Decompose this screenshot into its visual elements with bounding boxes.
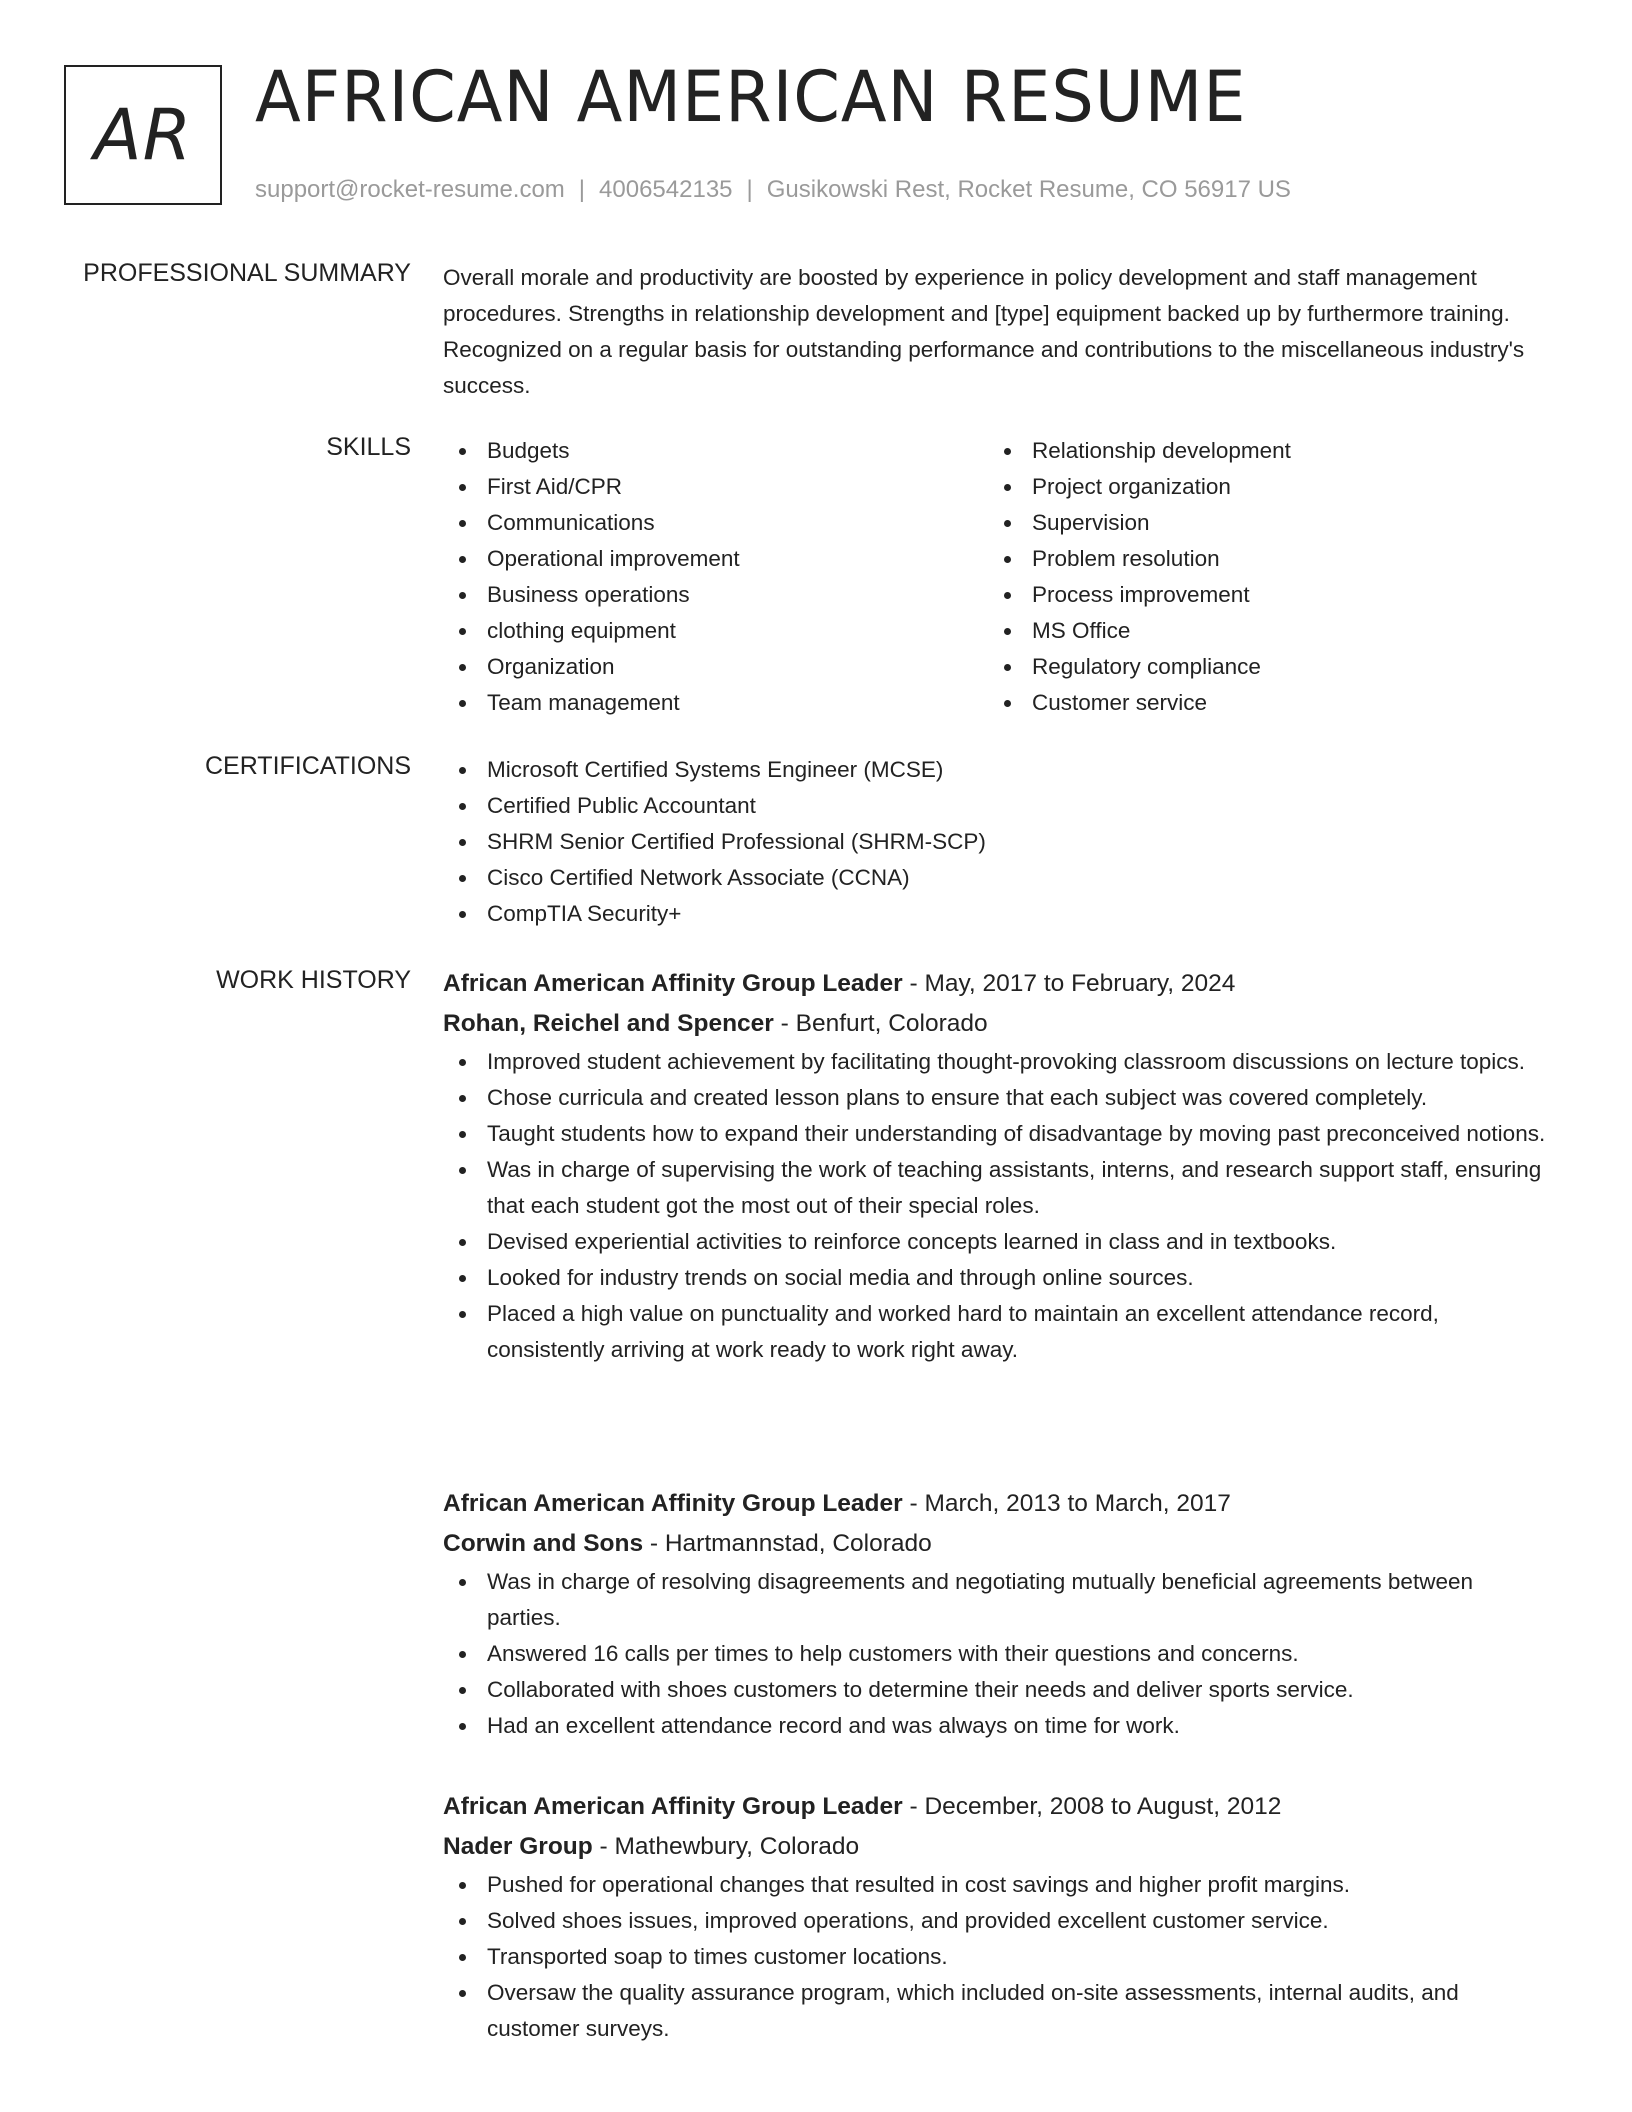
skill-item: Relationship development [988,433,1528,469]
skill-item: Problem resolution [988,541,1528,577]
resume-name: AFRICAN AMERICAN RESUME [255,56,1247,138]
certification-item: Microsoft Certified Systems Engineer (MCSE) [443,752,1553,788]
skill-item: Communications [443,505,983,541]
monogram-box [64,65,222,205]
job-bullet: Transported soap to times customer locations. [443,1939,1553,1975]
contact-separator: | [578,176,586,203]
skill-item: Business operations [443,577,983,613]
job-title: African American Affinity Group Leader [443,1793,903,1820]
job-bullet: Pushed for operational changes that resulted in cost savings and higher profit margins. [443,1867,1553,1903]
job-company: Nader Group [443,1833,593,1860]
job-title-line [443,1787,1553,1827]
certification-item: Certified Public Accountant [443,788,1553,824]
job-entry [443,1787,1553,2047]
job-title: African American Affinity Group Leader [443,1490,903,1517]
job-bullet: Chose curricula and created lesson plans to ensure that each subject was covered completely. [443,1080,1553,1116]
job-dates: - March, 2013 to March, 2017 [902,1490,1231,1517]
job-bullet: Oversaw the quality assurance program, which included on-site assessments, internal audits, and customer surveys. [443,1975,1553,2047]
job-bullet: Was in charge of supervising the work of teaching assistants, interns, and research support staff, ensuring that each student got the most out of their special roles. [443,1152,1553,1224]
certification-item: CompTIA Security+ [443,896,1553,932]
job-dates: - December, 2008 to August, 2012 [902,1793,1282,1820]
skill-item: Project organization [988,469,1528,505]
job-bullet: Collaborated with shoes customers to determine their needs and deliver sports service. [443,1672,1553,1708]
section-label-certifications: CERTIFICATIONS [204,752,411,780]
job-company-line [443,1827,1553,1867]
job-bullet: Was in charge of resolving disagreements and negotiating mutually beneficial agreements between parties. [443,1564,1553,1636]
job-bullet: Placed a high value on punctuality and worked hard to maintain an excellent attendance record, consistently arriving at work ready to work right away. [443,1296,1553,1368]
skill-item: Process improvement [988,577,1528,613]
job-title-line [443,964,1553,1004]
job-company-line [443,1004,1553,1044]
certifications-content [443,752,1553,932]
section-label-work-history: WORK HISTORY [216,966,411,994]
job-bullet: Looked for industry trends on social media and through online sources. [443,1260,1553,1296]
section-label-summary: PROFESSIONAL SUMMARY [83,259,411,287]
certifications-list [443,752,1553,932]
job-bullet: Devised experiential activities to reinforce concepts learned in class and in textbooks. [443,1224,1553,1260]
job-bullet: Taught students how to expand their understanding of disadvantage by moving past preconceived notions. [443,1116,1553,1152]
job-bullets [443,1044,1553,1368]
contact-email: support@rocket-resume.com [255,176,565,203]
job-company: Corwin and Sons [443,1530,644,1557]
skill-item: First Aid/CPR [443,469,983,505]
job-company: Rohan, Reichel and Spencer [443,1010,774,1037]
contact-address: Gusikowski Rest, Rocket Resume, CO 56917 US [766,176,1291,203]
summary-text: Overall morale and productivity are boosted by experience in policy development and staff management procedures. Strengths in relationship development and [type] equipment backed up by furthermore training. Recognized on a regular basis for outstanding performance and contributions to the miscellaneous industry's success. [443,265,1525,398]
job-location: - Benfurt, Colorado [773,1010,988,1037]
job-bullet: Improved student achievement by facilitating thought-provoking classroom discussions on lecture topics. [443,1044,1553,1080]
job-location: - Mathewbury, Colorado [592,1833,860,1860]
job-dates: - May, 2017 to February, 2024 [902,970,1236,997]
job-location: - Hartmannstad, Colorado [643,1530,932,1557]
job-entry [443,964,1553,1368]
skills-left-column [443,433,983,721]
skill-item: Team management [443,685,983,721]
job-bullet: Answered 16 calls per times to help customers with their questions and concerns. [443,1636,1553,1672]
job-entry [443,1484,1553,1744]
job-bullets [443,1564,1553,1744]
skill-item: Budgets [443,433,983,469]
certification-item: SHRM Senior Certified Professional (SHRM-SCP) [443,824,1553,860]
certification-item: Cisco Certified Network Associate (CCNA) [443,860,1553,896]
skill-item: Operational improvement [443,541,983,577]
contact-separator: | [746,176,753,203]
skill-item: MS Office [988,613,1528,649]
skill-item: Regulatory compliance [988,649,1528,685]
job-title: African American Affinity Group Leader [443,970,903,997]
contact-line [255,176,1291,204]
section-label-skills: SKILLS [326,433,411,461]
job-bullets [443,1867,1553,2047]
summary-content [443,260,1553,404]
skills-right-column [988,433,1528,721]
job-bullet: Solved shoes issues, improved operations, and provided excellent customer service. [443,1903,1553,1939]
job-title-line [443,1484,1553,1524]
monogram-initials: AR [93,94,193,176]
contact-phone: 4006542135 [599,176,733,203]
job-bullet: Had an excellent attendance record and was always on time for work. [443,1708,1553,1744]
skill-item: clothing equipment [443,613,983,649]
job-company-line [443,1524,1553,1564]
skill-item: Supervision [988,505,1528,541]
skill-item: Organization [443,649,983,685]
skill-item: Customer service [988,685,1528,721]
